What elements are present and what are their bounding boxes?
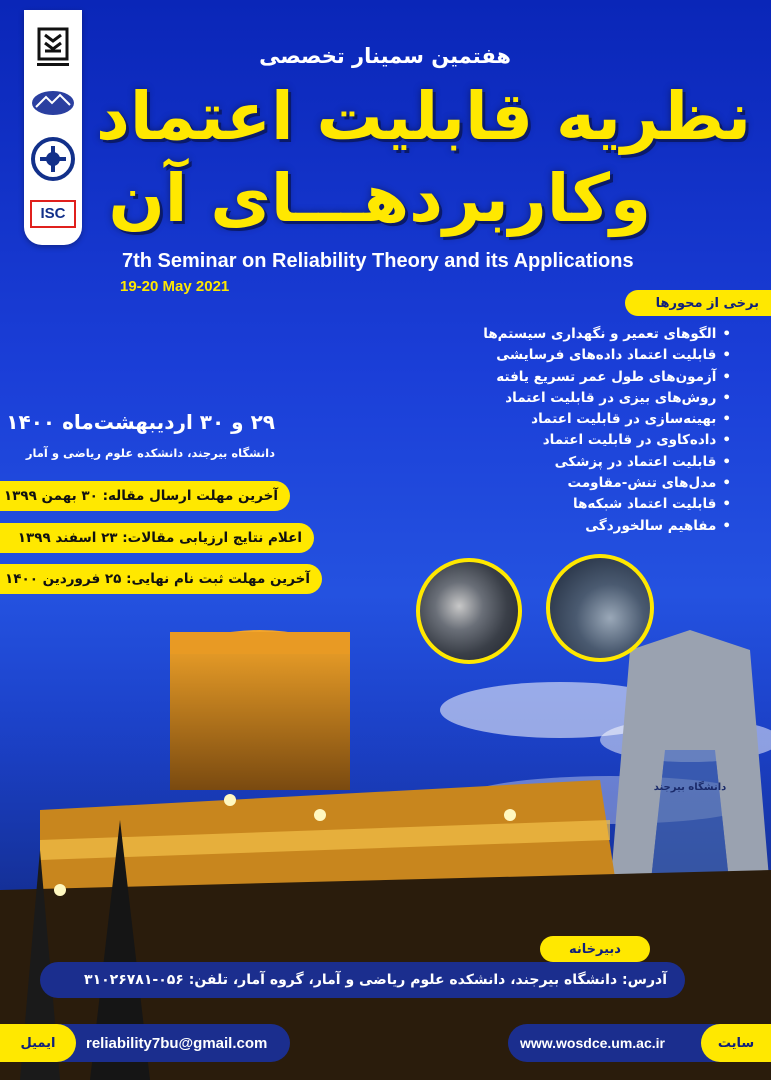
seminar-overline: هفتمین سمینار تخصصی — [259, 44, 511, 68]
event-venue: دانشگاه بیرجند، دانشکده علوم ریاضی و آمار — [25, 446, 275, 460]
topic-item: • روش‌های بیزی در قابلیت اعتماد — [311, 388, 731, 409]
gate-sign-text: دانشگاه بیرجند — [653, 782, 727, 793]
topic-item: • قابلیت اعتماد شبکه‌ها — [311, 494, 731, 515]
topic-item: • الگوهای تعمیر و نگهداری سیستم‌ها — [311, 324, 731, 345]
topic-item: • مفاهیم سالخوردگی — [311, 516, 731, 537]
isc-logo — [30, 200, 76, 228]
campus-scene-illustration — [0, 590, 771, 1080]
topics-heading: برخی از محورها — [625, 290, 771, 316]
topic-item: • آزمون‌های طول عمر تسریع یافته — [311, 367, 731, 388]
title-line-2: وکاربردهـــای آن — [108, 160, 651, 237]
secretariat-label: دبیرخانه — [540, 936, 650, 962]
iran-reliability-logo — [30, 136, 76, 182]
email-link[interactable]: reliability7bu@gmail.com — [86, 1034, 268, 1052]
website-bar — [508, 1024, 771, 1062]
topic-item: • قابلیت اعتماد در پزشکی — [311, 452, 731, 473]
deadline-submission: آخرین مهلت ارسال مقاله: ۳۰ بهمن ۱۳۹۹ — [0, 481, 290, 511]
topics-list — [311, 324, 731, 537]
event-date: ۲۹ و ۳۰ اردیبهشت‌ماه ۱۴۰۰ — [6, 410, 275, 434]
topic-item: • مدل‌های تنش-مقاومت — [311, 473, 731, 494]
deadline-results: اعلام نتایج ارزیابی مقالات: ۲۳ اسفند ۱۳۹۹ — [0, 523, 314, 553]
email-bar — [0, 1024, 290, 1062]
email-label: ایمیل — [0, 1024, 76, 1062]
touchscreen-tech-photo — [546, 554, 654, 662]
engine-workshop-photo — [416, 558, 522, 664]
topic-item: • بهینه‌سازی در قابلیت اعتماد — [311, 409, 731, 430]
topic-item: • قابلیت اعتماد داده‌های فرسایشی — [311, 345, 731, 366]
isc-logo-label: ISC — [40, 205, 66, 223]
english-title: 7th Seminar on Reliability Theory and its Applications — [122, 250, 634, 272]
topic-item: • داده‌کاوی در قابلیت اعتماد — [311, 430, 731, 451]
statistics-society-logo — [30, 89, 76, 117]
deadline-registration: آخرین مهلت ثبت نام نهایی: ۲۵ فروردین ۱۴۰۰ — [0, 564, 322, 594]
secretariat-address: آدرس: دانشگاه بیرجند، دانشکده علوم ریاضی و آمار، گروه آمار، تلفن: ۰۵۶-۳۱۰۲۶۷۸۱ — [40, 962, 685, 998]
website-link[interactable]: www.wosdce.um.ac.ir — [520, 1035, 665, 1051]
sponsor-logos — [24, 10, 82, 245]
birjand-university-logo — [33, 27, 73, 71]
title-line-1: نظریه قابلیت اعتماد — [96, 78, 751, 155]
english-date: 19-20 May 2021 — [120, 278, 230, 295]
website-label: سایت — [701, 1024, 771, 1062]
